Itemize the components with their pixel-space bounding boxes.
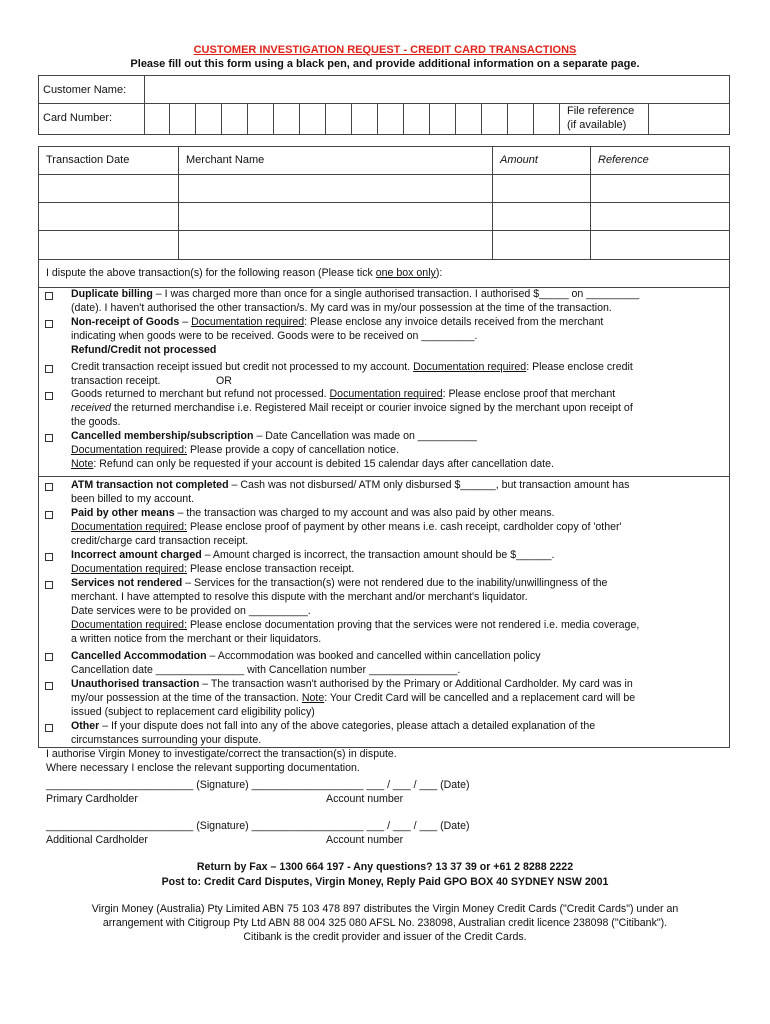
paid-other-means-text-2: Documentation required: Please enclose proof of payment by other means i.e. cash receipt, cardholder copy of 'other' xyxy=(71,521,622,533)
non-receipt-text-2: indicating when goods were to be received. Goods were to be received on _________. xyxy=(71,330,478,342)
form-title: CUSTOMER INVESTIGATION REQUEST - CREDIT CARD TRANSACTIONS xyxy=(193,44,577,56)
card-digit-cell[interactable] xyxy=(170,103,196,135)
or-label: OR xyxy=(216,375,232,387)
cancelled-membership-text: Cancelled membership/subscription – Date Cancellation was made on __________ xyxy=(71,430,477,442)
card-digit-cell[interactable] xyxy=(222,103,248,135)
legal-notice-2: arrangement with Citigroup Pty Ltd ABN 88 004 325 080 AFSL No. 238098, Australian credit licence 238098 ("Citibank"). xyxy=(102,917,668,929)
col-merchant-name: Merchant Name xyxy=(186,154,265,166)
credit-not-processed-checkbox[interactable] xyxy=(45,365,53,373)
services-not-rendered-checkbox[interactable] xyxy=(45,581,53,589)
duplicate-billing-text-2: (date). I haven't authorised the other transaction/s. My card was in my/our possession at the time of the transaction. xyxy=(71,302,612,314)
card-digit-cell[interactable] xyxy=(508,103,534,135)
other-text: Other – If your dispute does not fall into any of the above categories, please attach a detailed explanation of the xyxy=(71,720,596,732)
additional-signature-line[interactable]: _________________________ (Signature) ___________________ ___ / ___ / ___ (Date) xyxy=(46,820,470,832)
non-receipt-text: Non-receipt of Goods – Documentation required: Please enclose any invoice details received from the merchant xyxy=(71,316,604,328)
card-digit-cell[interactable] xyxy=(482,103,508,135)
incorrect-amount-text-2: Documentation required: Please enclose transaction receipt. xyxy=(71,563,355,575)
customer-name-label: Customer Name: xyxy=(43,84,127,96)
goods-returned-checkbox[interactable] xyxy=(45,392,53,400)
atm-text: ATM transaction not completed – Cash was not disbursed/ ATM only disbursed $______, but transaction amount has xyxy=(71,479,630,491)
cancelled-membership-text-2: Documentation required: Please provide a copy of cancellation notice. xyxy=(71,444,400,456)
primary-account-number-label: Account number xyxy=(326,793,404,805)
postal-address: Post to: Credit Card Disputes, Virgin Money, Reply Paid GPO BOX 40 SYDNEY NSW 2001 xyxy=(161,876,609,888)
col-reference: Reference xyxy=(598,154,649,166)
card-digit-cell[interactable] xyxy=(248,103,274,135)
duplicate-billing-text: Duplicate billing – I was charged more than once for a single authorised transaction. I authorised $_____ on _________ xyxy=(71,288,640,300)
incorrect-amount-text: Incorrect amount charged – Amount charged is incorrect, the transaction amount should be $______. xyxy=(71,549,555,561)
card-digit-cell[interactable] xyxy=(430,103,456,135)
card-digit-cell[interactable] xyxy=(300,103,326,135)
col-amount: Amount xyxy=(500,154,538,166)
other-text-2: circumstances surrounding your dispute. xyxy=(71,734,262,746)
file-reference-field[interactable] xyxy=(649,104,729,134)
cancelled-membership-text-3: Note: Refund can only be requested if your account is debited 15 calendar days after cancellation date. xyxy=(71,458,554,470)
file-reference-label-2: (if available) xyxy=(567,119,627,131)
cancelled-accommodation-text-2: Cancellation date _______________ with Cancellation number _______________. xyxy=(71,664,461,676)
card-digit-cell[interactable] xyxy=(196,103,222,135)
table-row[interactable] xyxy=(39,231,729,259)
card-digit-cell[interactable] xyxy=(274,103,300,135)
atm-checkbox[interactable] xyxy=(45,483,53,491)
goods-returned-text: Goods returned to merchant but refund not processed. Documentation required: Please enclose proof that merchant xyxy=(71,388,616,400)
form-subtitle: Please fill out this form using a black pen, and provide additional information on a separate page. xyxy=(130,58,640,70)
card-digit-cell[interactable] xyxy=(378,103,404,135)
table-row[interactable] xyxy=(39,203,729,229)
credit-not-processed-text-2: transaction receipt. xyxy=(71,375,161,387)
services-not-rendered-text-3: Date services were to be provided on __________. xyxy=(71,605,311,617)
legal-notice-1: Virgin Money (Australia) Pty Limited ABN 75 103 478 897 distributes the Virgin Money Credit Cards ("Credit Cards") under an xyxy=(91,903,679,915)
file-reference-label-1: File reference xyxy=(567,105,635,117)
primary-signature-line[interactable]: _________________________ (Signature) ___________________ ___ / ___ / ___ (Date) xyxy=(46,779,470,791)
customer-name-field[interactable] xyxy=(145,76,729,102)
cancelled-accommodation-checkbox[interactable] xyxy=(45,653,53,661)
fax-info: Return by Fax – 1300 664 197 - Any questions? 13 37 39 or +61 2 8288 2222 xyxy=(196,861,574,873)
other-checkbox[interactable] xyxy=(45,724,53,732)
services-not-rendered-text-5: a written notice from the merchant or their liquidators. xyxy=(71,633,322,645)
unauthorised-text-3: issued (subject to replacement card eligibility policy) xyxy=(71,706,315,718)
goods-returned-text-3: the goods. xyxy=(71,416,121,428)
incorrect-amount-checkbox[interactable] xyxy=(45,553,53,561)
card-digit-cell[interactable] xyxy=(456,103,482,135)
authorise-line-1: I authorise Virgin Money to investigate/correct the transaction(s) in dispute. xyxy=(46,748,397,760)
unauthorised-text: Unauthorised transaction – The transaction wasn't authorised by the Primary or Additional Cardholder. My card was in xyxy=(71,678,633,690)
refund-heading: Refund/Credit not processed xyxy=(71,344,217,356)
primary-cardholder-label: Primary Cardholder xyxy=(46,793,138,805)
card-number-field[interactable] xyxy=(144,103,560,135)
additional-account-number-label: Account number xyxy=(326,834,404,846)
services-not-rendered-text: Services not rendered – Services for the transaction(s) were not rendered due to the inability/unwillingness of the xyxy=(71,577,608,589)
card-digit-cell[interactable] xyxy=(534,103,560,135)
unauthorised-checkbox[interactable] xyxy=(45,682,53,690)
non-receipt-checkbox[interactable] xyxy=(45,320,53,328)
paid-other-means-text: Paid by other means – the transaction was charged to my account and was also paid by other means. xyxy=(71,507,555,519)
additional-cardholder-label: Additional Cardholder xyxy=(46,834,148,846)
card-number-label: Card Number: xyxy=(43,112,113,124)
card-digit-cell[interactable] xyxy=(404,103,430,135)
credit-not-processed-text: Credit transaction receipt issued but credit not processed to my account. Documentation required: Please enclose credit xyxy=(71,361,633,373)
paid-other-means-text-3: credit/charge card transaction receipt. xyxy=(71,535,249,547)
dispute-intro: I dispute the above transaction(s) for the following reason (Please tick one box only): xyxy=(46,267,443,279)
table-row[interactable] xyxy=(39,175,729,201)
duplicate-billing-checkbox[interactable] xyxy=(45,292,53,300)
cancelled-accommodation-text: Cancelled Accommodation – Accommodation was booked and cancelled within cancellation policy xyxy=(71,650,541,662)
services-not-rendered-text-2: merchant. I have attempted to resolve this dispute with the merchant and/or merchant's liquidator. xyxy=(71,591,528,603)
legal-notice-3: Citibank is the credit provider and issuer of the Credit Cards. xyxy=(243,931,527,943)
card-digit-cell[interactable] xyxy=(326,103,352,135)
services-not-rendered-text-4: Documentation required: Please enclose documentation proving that the services were not rendered i.e. media coverage, xyxy=(71,619,640,631)
card-digit-cell[interactable] xyxy=(352,103,378,135)
cancelled-membership-checkbox[interactable] xyxy=(45,434,53,442)
card-digit-cell[interactable] xyxy=(144,103,170,135)
atm-text-2: been billed to my account. xyxy=(71,493,195,505)
authorise-line-2: Where necessary I enclose the relevant supporting documentation. xyxy=(46,762,360,774)
col-transaction-date: Transaction Date xyxy=(46,154,130,166)
goods-returned-text-2: received the returned merchandise i.e. Registered Mail receipt or courier invoice signed by the merchant upon receipt of xyxy=(71,402,633,414)
paid-other-means-checkbox[interactable] xyxy=(45,511,53,519)
unauthorised-text-2: my/our possession at the time of the transaction. Note: Your Credit Card will be cancelled and a replacement card will be xyxy=(71,692,636,704)
